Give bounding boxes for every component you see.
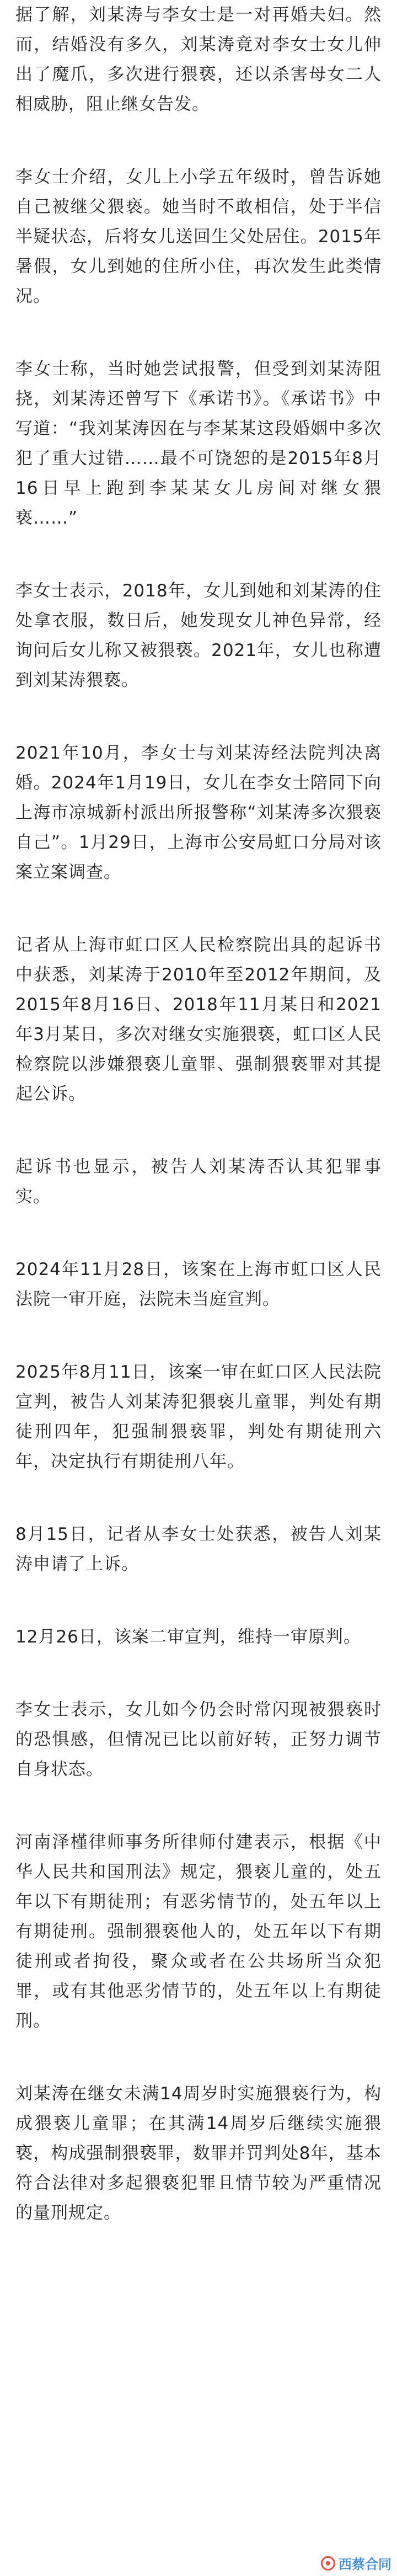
article-paragraph: 李女士表示，2018年，女儿到她和刘某涛的住处拿衣服，数日后，她发现女儿神色异常，经询问后女儿称又被猥亵。2021年，女儿也称遭到刘某涛猥亵。	[15, 581, 382, 690]
article-paragraph: 李女士称，当时她尝试报警，但受到刘某涛阻挠，刘某涛还曾写下《承诺书》。《承诺书》中写道：“我刘某涛因在与李某某这段婚姻中多次犯了重大过错……最不可饶恕的是2015年8月16日早上跑到李某某女儿房间对继女猥亵……”	[15, 359, 382, 528]
article-paragraph: 起诉书也显示，被告人刘某涛否认其犯罪事实。	[15, 1157, 382, 1207]
article-paragraph: 李女士表示，女儿如今仍会时常闪现被猥亵时的恐惧感，但情况已比以前好转，正努力调节自身状态。	[15, 1700, 382, 1779]
article-paragraph: 12月26日，该案二审宣判，维持一审原判。	[15, 1627, 361, 1647]
article-paragraph: 2021年10月，李女士与刘某涛经法院判决离婚。2024年1月19日，女儿在李女士陪同下向上海市凉城新村派出所报警称“刘某涛多次猥亵自己”。1月29日，上海市公安局虹口分局对该案立案调查。	[15, 743, 382, 882]
article-paragraph: 记者从上海市虹口区人民检察院出具的起诉书中获悉，刘某涛于2010年至2012年期间，及2015年8月16日、2018年11月某日和2021年3月某日，多次对继女实施猥亵，虹口区人民检察院以涉嫌猥亵儿童罪、强制猥亵罪对其提起公诉。	[15, 935, 382, 1104]
article-paragraph: 2024年11月28日，该案在上海市虹口区人民法院一审开庭，法院未当庭宣判。	[15, 1260, 382, 1309]
article-paragraph: 8月15日，记者从李女士处获悉，被告人刘某涛申请了上诉。	[15, 1524, 382, 1574]
article-paragraph: 河南泽槿律师事务所律师付建表示，根据《中华人民共和国刑法》规定，猥亵儿童的，处五年以下有期徒刑；有恶劣情节的，处五年以上有期徒刑。强制猥亵他人的，处五年以下有期徒刑或者拘役，聚众或者在公共场所当众犯罪，或有其他恶劣情节的，处五年以上有期徒刑。	[15, 1832, 382, 2031]
article-paragraph: 刘某涛在继女未满14周岁时实施猥亵行为，构成猥亵儿童罪；在其满14周岁后继续实施猥亵，构成强制猥亵罪，数罪并罚判处8年，基本符合法律对多起猥亵犯罪且情节较为严重情况的量刑规定。	[15, 2084, 382, 2223]
article-paragraph: 李女士介绍，女儿上小学五年级时，曾告诉她自己被继父猥亵。她当时不敢相信，处于半信半疑状态，后将女儿送回生父处居住。2015年暑假，女儿到她的住所小住，再次发生此类情况。	[15, 167, 382, 306]
article-paragraph: 据了解，刘某涛与李女士是一对再婚夫妇。然而，结婚没有多久，刘某涛竟对李女士女儿伸出了魔爪，多次进行猥亵，还以杀害母女二人相威胁，阻止继女告发。	[15, 5, 382, 114]
watermark-text: 西蔡合同	[339, 2557, 391, 2572]
watermark-logo-icon	[321, 2556, 335, 2570]
article-paragraph: 2025年8月11日，该案一审在虹口区人民法院宣判，被告人刘某涛犯猥亵儿童罪，判处有期徒刑四年，犯强制猥亵罪，判处有期徒刑六年，决定执行有期徒刑八年。	[15, 1362, 382, 1471]
watermark	[321, 2553, 391, 2573]
